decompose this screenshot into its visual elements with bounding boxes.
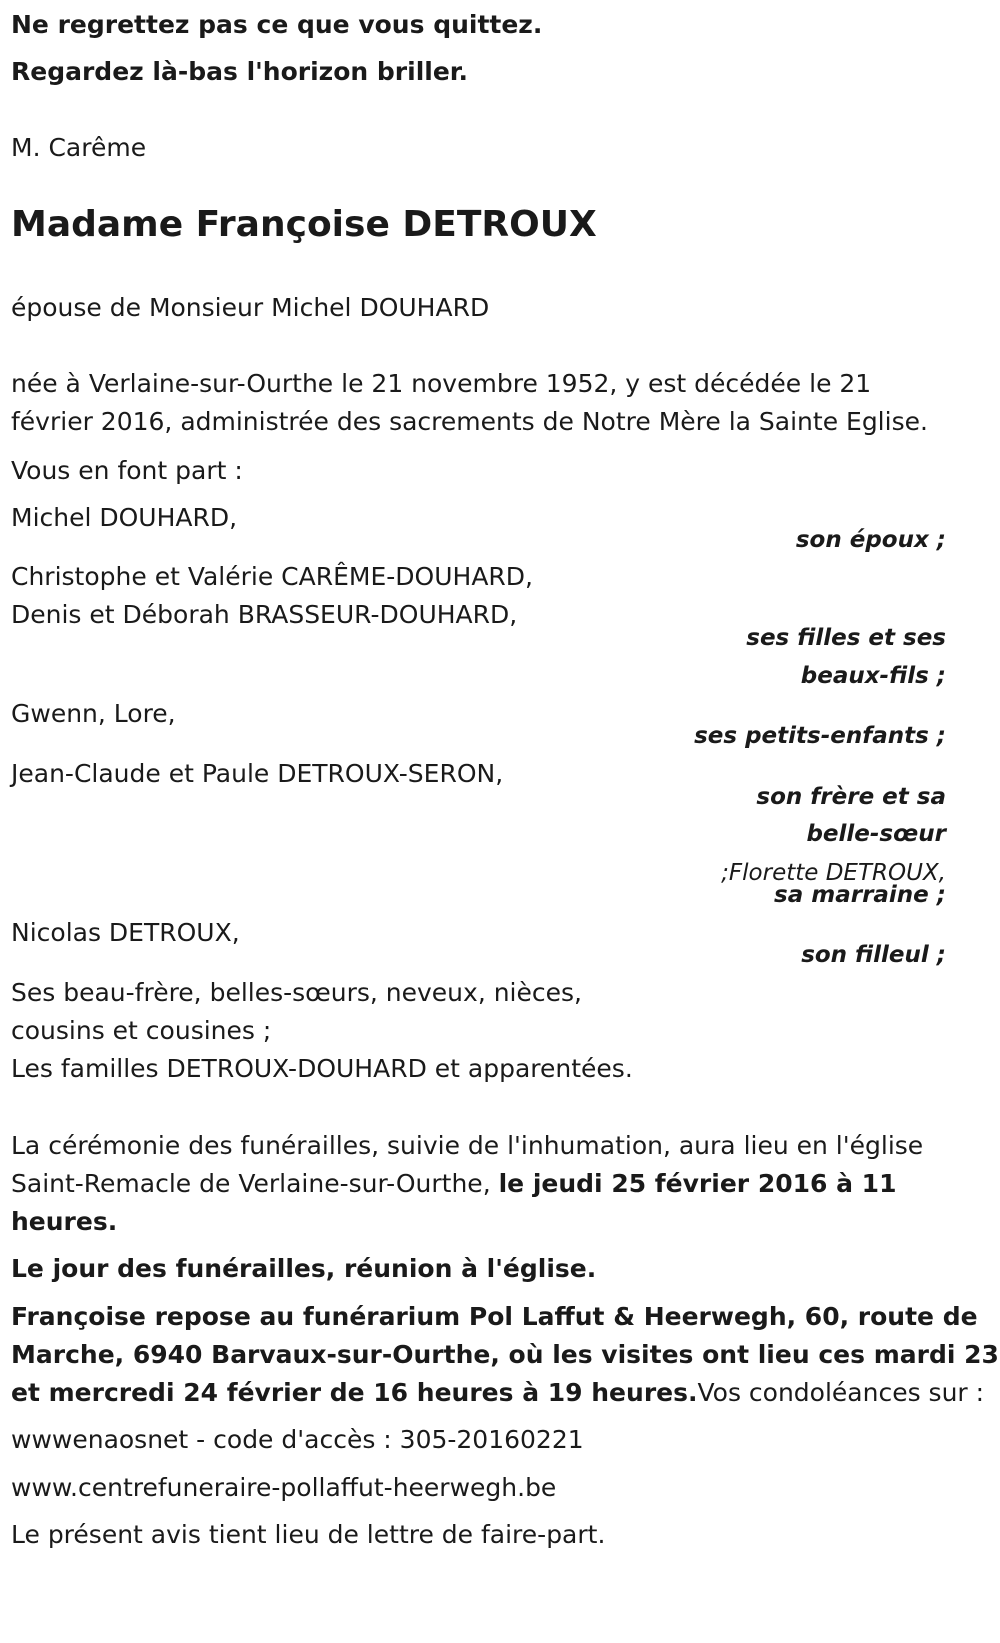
visitation-line-2: Marche, 6940 Barvaux-sur-Ourthe, où les visites ont lieu ces mardi 23 (11, 1340, 999, 1369)
family-names: Michel DOUHARD, (11, 503, 238, 532)
extended-family-line-2: cousins et cousines ; (11, 1016, 272, 1045)
epigraph-line-2: Regardez là-bas l'horizon briller. (11, 57, 469, 86)
family-names: Denis et Déborah BRASSEUR-DOUHARD, (11, 600, 518, 629)
family-relation: belle-sœur (806, 821, 946, 847)
announcement-intro: Vous en font part : (11, 456, 243, 485)
ceremony-time: heures. (11, 1207, 118, 1236)
birth-death-line-1: née à Verlaine-sur-Ourthe le 21 novembre 1952, y est décédée le 21 (11, 369, 872, 398)
spouse-line: épouse de Monsieur Michel DOUHARD (11, 293, 490, 322)
extended-family-line-1: Ses beau-frère, belles-sœurs, neveux, nièces, (11, 978, 582, 1007)
visitation-dates: et mercredi 24 février de 16 heures à 19 heures. (11, 1378, 698, 1407)
family-names: Christophe et Valérie CARÊME-DOUHARD, (11, 562, 533, 591)
family-names: Nicolas DETROUX, (11, 918, 240, 947)
epigraph-author: M. Carême (11, 133, 147, 162)
family-relation: son filleul ; (801, 942, 946, 968)
family-relation: son frère et sa (756, 784, 946, 810)
ceremony-line-2 (11, 1165, 896, 1203)
condolences-intro: Vos condoléances sur : (697, 1378, 985, 1407)
family-relation: sa marraine ; (774, 882, 946, 908)
ceremony-date: le jeudi 25 février 2016 à 11 (498, 1169, 897, 1198)
family-relation: beaux-fils ; (800, 663, 946, 689)
family-names: ;Florette DETROUX, (721, 860, 946, 886)
deceased-name: Madame Françoise DETROUX (11, 204, 597, 245)
epigraph-line-1: Ne regrettez pas ce que vous quittez. (11, 10, 543, 39)
family-relation: ses filles et ses (746, 625, 946, 651)
condolence-site-2[interactable]: www.centrefuneraire-pollaffut-heerwegh.be (11, 1473, 557, 1502)
ceremony-line-1: La cérémonie des funérailles, suivie de l'inhumation, aura lieu en l'église (11, 1131, 924, 1160)
family-relation: ses petits-enfants ; (694, 723, 946, 749)
condolence-site-1[interactable]: wwwenaosnet - code d'accès : 305-20160221 (11, 1425, 584, 1454)
visitation-line-1: Françoise repose au funérarium Pol Laffut & Heerwegh, 60, route de (11, 1302, 978, 1331)
extended-family-line-3: Les familles DETROUX-DOUHARD et apparentées. (11, 1054, 633, 1083)
birth-death-line-2: février 2016, administrée des sacrements de Notre Mère la Sainte Eglise. (11, 407, 928, 436)
family-names: Jean-Claude et Paule DETROUX-SERON, (11, 759, 504, 788)
family-names: Gwenn, Lore, (11, 699, 176, 728)
closing-note: Le présent avis tient lieu de lettre de faire-part. (11, 1520, 606, 1549)
gathering-note: Le jour des funérailles, réunion à l'église. (11, 1254, 597, 1283)
visitation-line-3 (11, 1374, 984, 1412)
ceremony-place: Saint-Remacle de Verlaine-sur-Ourthe, (11, 1169, 499, 1198)
family-relation: son époux ; (795, 527, 946, 553)
